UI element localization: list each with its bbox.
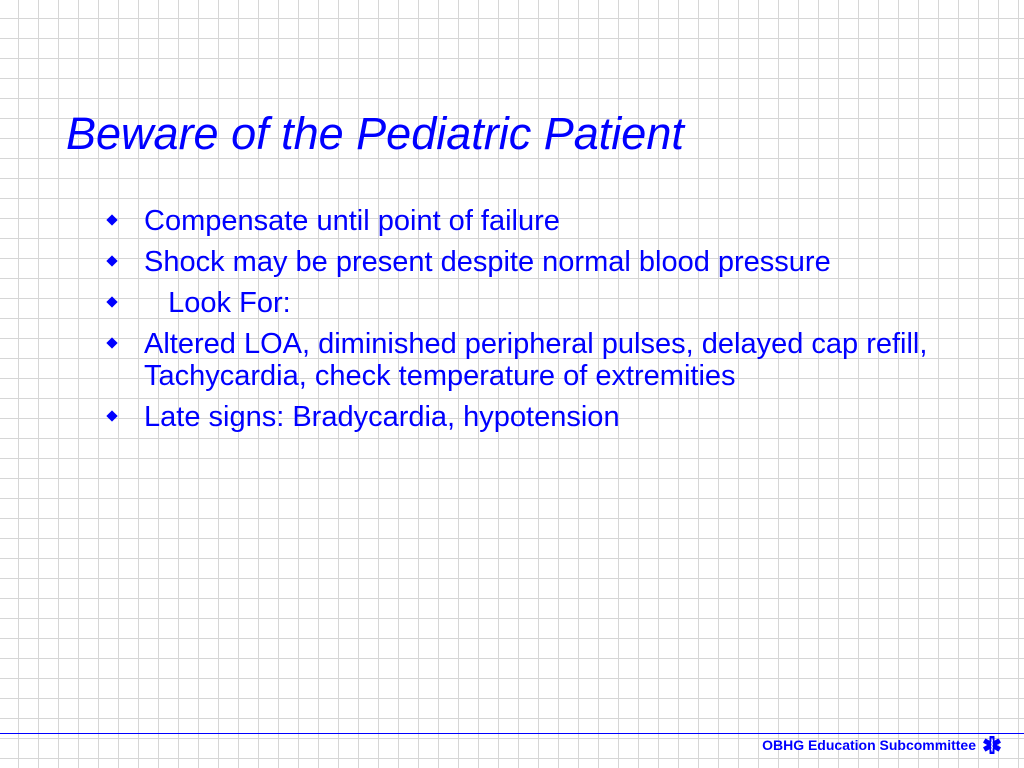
bullet-item [106, 401, 1006, 433]
footer-text: OBHG Education Subcommittee [762, 737, 976, 753]
diamond-bullet-icon [106, 214, 117, 225]
bullet-item [106, 246, 1006, 278]
diamond-bullet-icon [106, 296, 117, 307]
footer [762, 735, 1002, 755]
bullet-text: Shock may be present despite normal blood pressure [144, 246, 831, 278]
diamond-bullet-icon [106, 255, 117, 266]
bullet-text: Late signs: Bradycardia, hypotension [144, 401, 620, 433]
footer-divider [0, 733, 1024, 734]
slide-title: Beware of the Pediatric Patient [66, 108, 684, 159]
bullet-text: Look For: [144, 287, 291, 319]
diamond-bullet-icon [106, 337, 117, 348]
diamond-bullet-icon [106, 410, 117, 421]
star-of-life-icon [982, 735, 1002, 755]
bullet-list [106, 205, 1006, 442]
bullet-text: Compensate until point of failure [144, 205, 560, 237]
bullet-text: Altered LOA, diminished peripheral pulses, delayed cap refill, Tachycardia, check temperature of extremities [144, 328, 935, 392]
bullet-item [106, 328, 1006, 392]
bullet-item [106, 287, 1006, 319]
bullet-item [106, 205, 1006, 237]
